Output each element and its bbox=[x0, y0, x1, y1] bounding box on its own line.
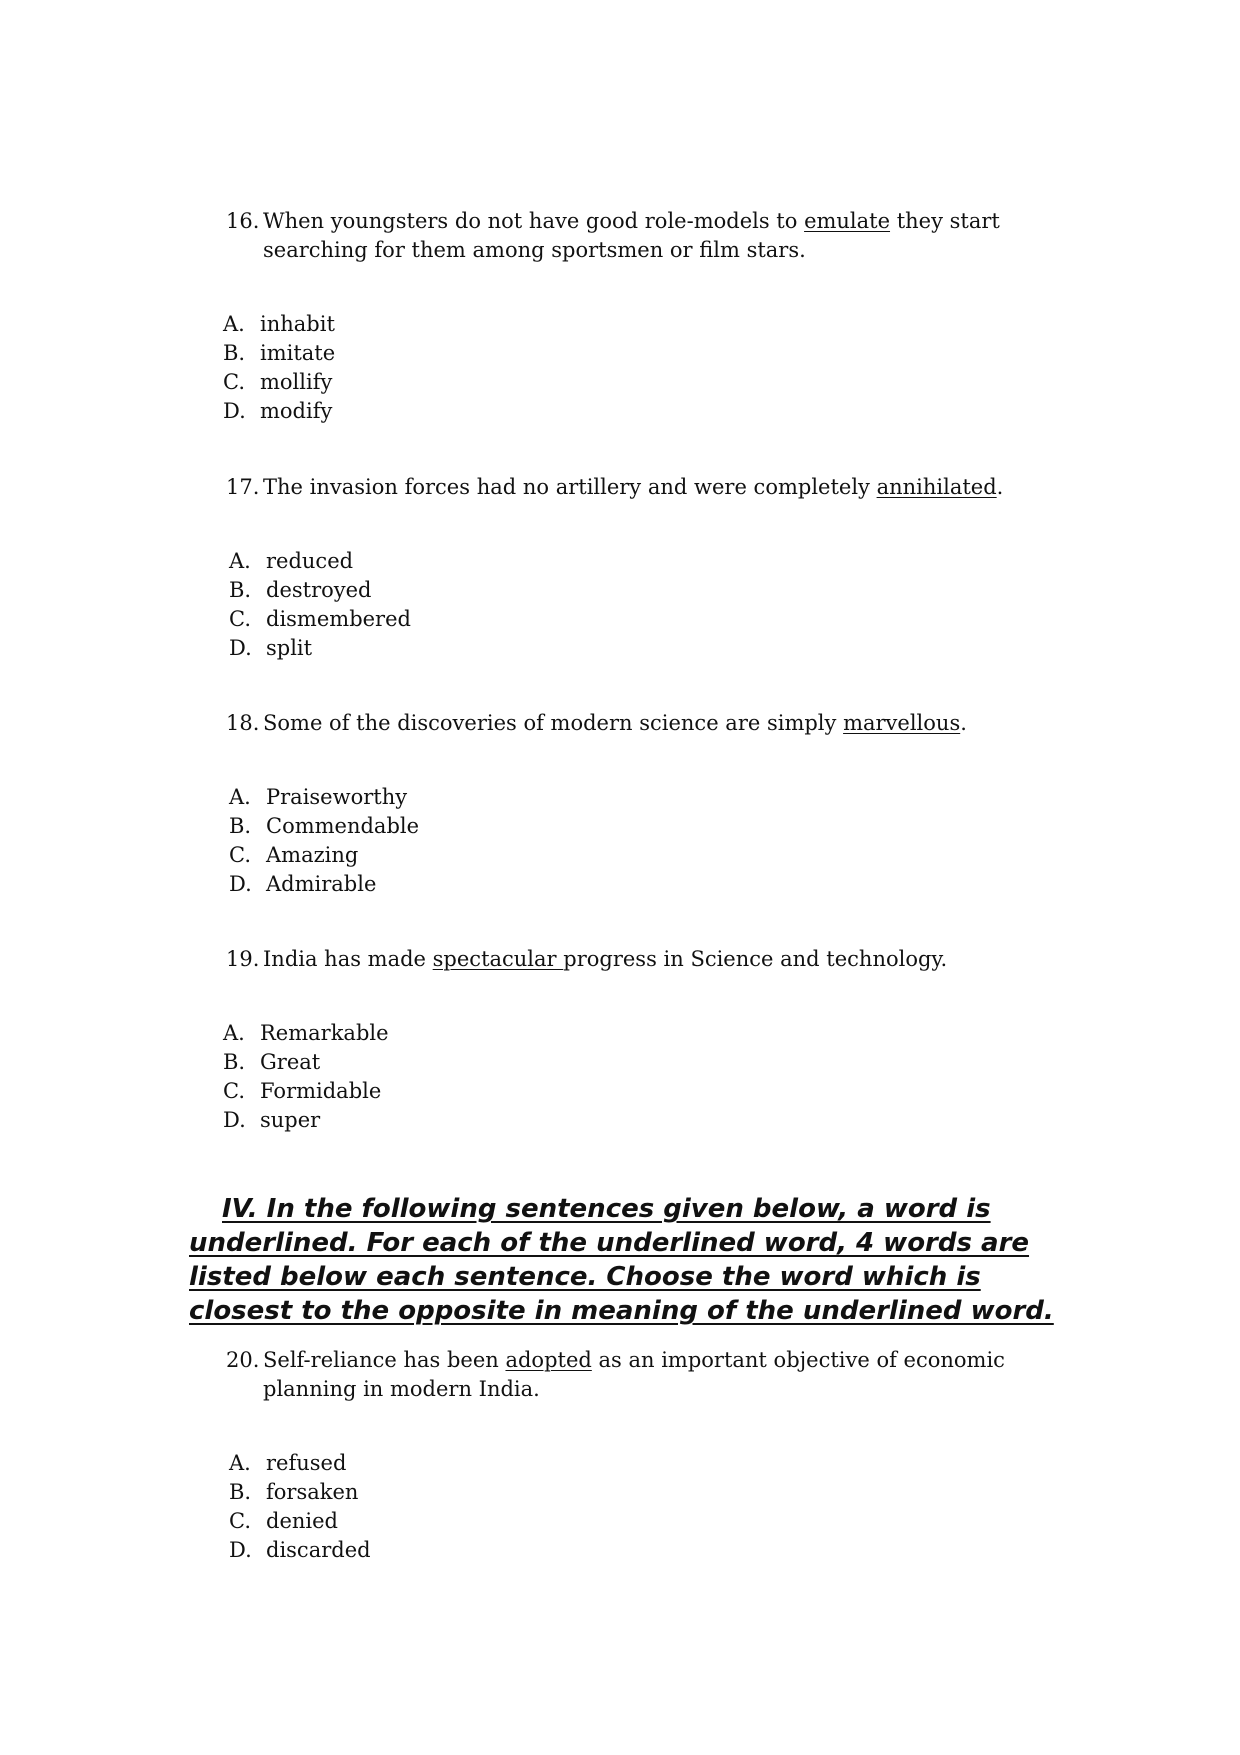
question-text: When youngsters do not have good role-models to emulate they start searching for them among sportsmen or film stars. bbox=[263, 209, 1000, 262]
question-text: India has made spectacular progress in Science and technology. bbox=[263, 947, 948, 971]
question-18 bbox=[226, 709, 1066, 738]
question-number: 20. bbox=[226, 1348, 260, 1372]
underlined-word: annihilated bbox=[876, 475, 997, 499]
exam-page: 16. When youngsters do not have good role-models to emulate they start searching for them among sportsmen or film stars. A. inhabit B. imitate C. mollify D. modify 17. The invasion forces had no artillery and were completely annihilated. A. reduced B. destroyed C. dismembered D. split 18. Some of the discoveries of modern science are simply marvellous. A. Praiseworthy B. Commendable C. Amazing D. Admirable 19. India has made spectacular progress in Science and technology. A. Remarkable B. Great C. Formidable D. super IV. In the following sentences given below, a word is underlined. For each of the underlined word, 4 words are listed below each sentence. Choose the word which is closest to the opposite in meaning of the underlined word. 20. Self-reliance has been adopted as an important objective of economic planning in modern India. A. refused B. forsaken C. denied D. discarded bbox=[0, 0, 1240, 1755]
question-number: 16. bbox=[226, 209, 260, 233]
question-17 bbox=[226, 473, 1066, 502]
question-text: The invasion forces had no artillery and were completely annihilated. bbox=[263, 475, 1004, 499]
underlined-word: spectacular bbox=[432, 947, 564, 971]
underlined-word: marvellous bbox=[843, 711, 961, 735]
underlined-word: adopted bbox=[505, 1348, 592, 1372]
section-heading: IV. In the following sentences given below, a word is underlined. For each of the underlined word, 4 words are listed below each sentence. Choose the word which is closest to the opposite in meaning of the underlined word. bbox=[189, 1194, 1054, 1326]
question-text: Some of the discoveries of modern science are simply marvellous. bbox=[263, 711, 967, 735]
question-number: 17. bbox=[226, 475, 260, 499]
question-20 bbox=[226, 1346, 1066, 1404]
question-16 bbox=[226, 207, 1066, 265]
underlined-word: emulate bbox=[804, 209, 891, 233]
question-19 bbox=[226, 945, 1066, 974]
question-number: 19. bbox=[226, 947, 260, 971]
question-number: 18. bbox=[226, 711, 260, 735]
question-text: Self-reliance has been adopted as an important objective of economic planning in modern India. bbox=[263, 1348, 1005, 1401]
